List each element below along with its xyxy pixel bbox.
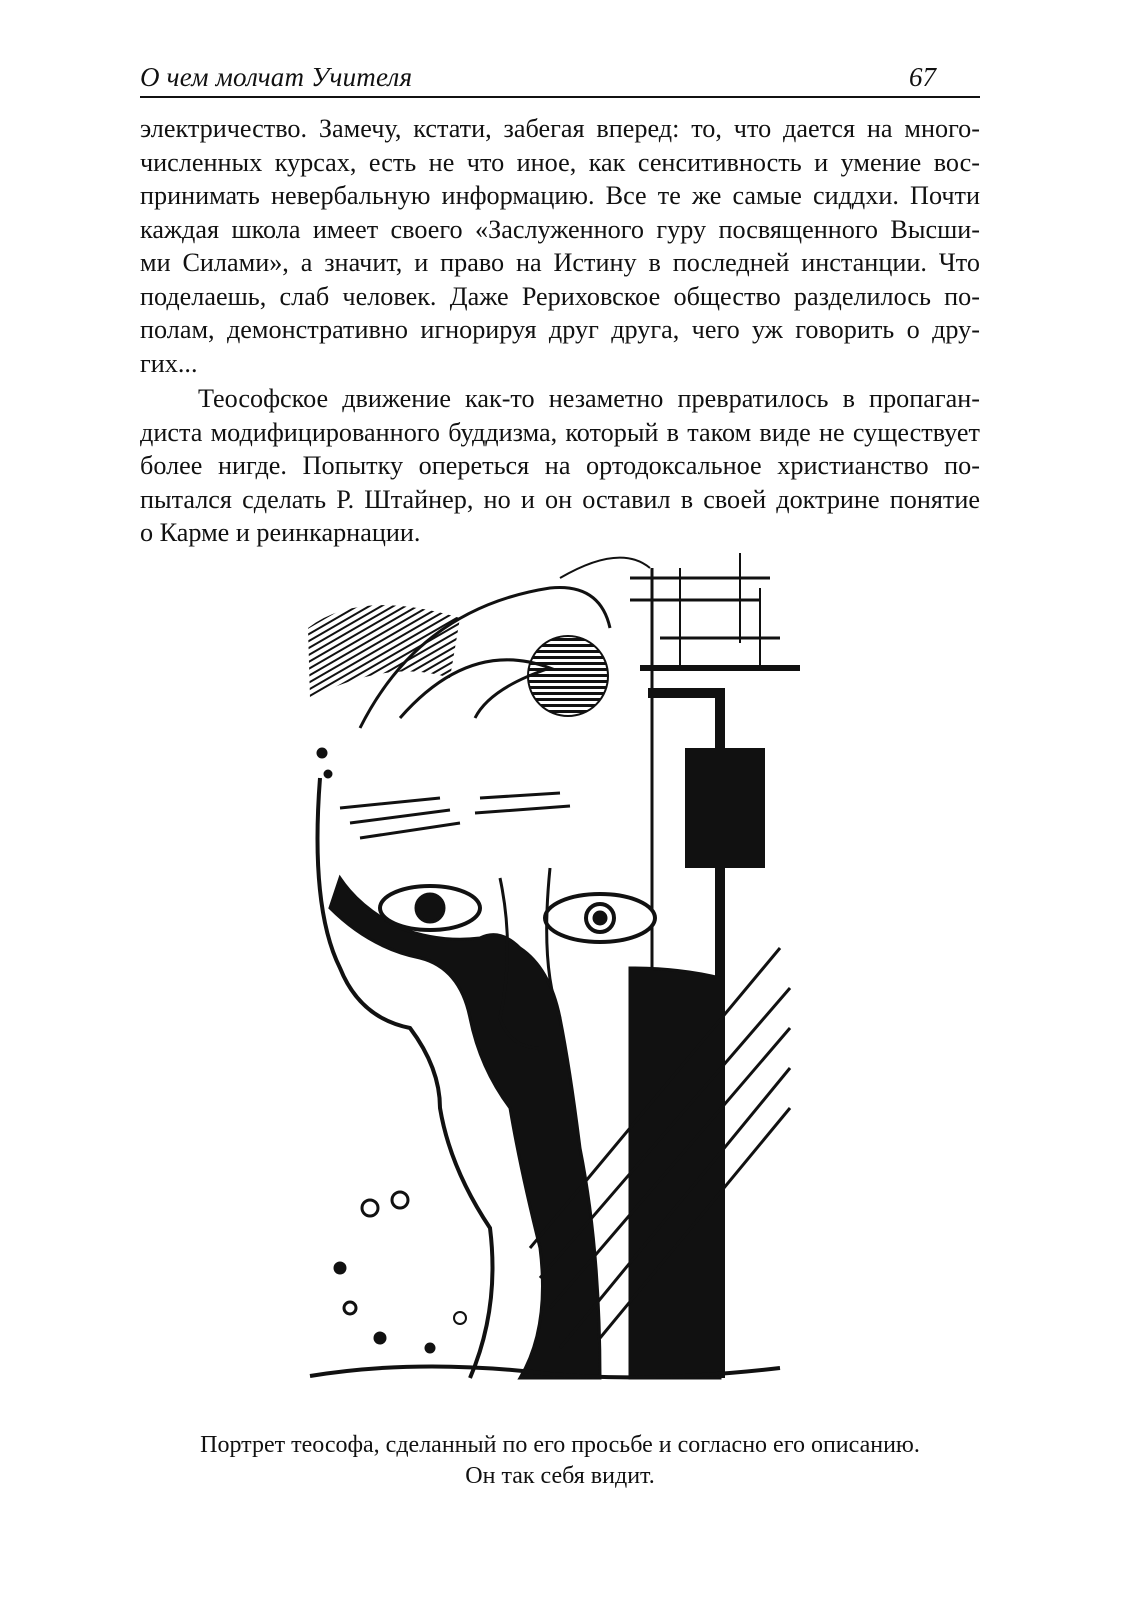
caption-line: Он так себя видит.	[465, 1463, 655, 1489]
text-line: численных курсах, есть не что иное, как сенситивность и умение вос-	[140, 147, 980, 177]
text-line: пытался сделать Р. Штайнер, но и он оставил в своей доктрине понятие	[140, 484, 980, 514]
figure-caption	[100, 1430, 1020, 1492]
running-header	[140, 58, 980, 98]
text-line: принимать невербальную информацию. Все те же самые сиддхи. Почти	[140, 181, 980, 210]
portrait-drawing	[300, 548, 800, 1390]
text-line: каждая школа имеет своего «Заслуженного гуру посвященного Высши-	[140, 214, 980, 244]
text-line: электричество. Замечу, кстати, забегая вперед: то, что дается на много-	[140, 114, 980, 143]
text-line: ми Силами», а значит, и право на Истину в последней инстанции. Что	[140, 248, 980, 277]
text-line: поделаешь, слаб человек. Даже Рериховское общество разделилось по-	[140, 281, 980, 311]
text-line: гих...	[140, 348, 198, 378]
text-line: полам, демонстративно игнорируя друг друга, чего уж говорить о дру-	[140, 315, 980, 344]
text-line: Теософское движение как-то незаметно превратилось в пропаган-	[198, 384, 980, 413]
text-line: более нигде. Попытку опереться на ортодоксальное христианство по-	[140, 451, 980, 480]
text-line: о Карме и реинкарнации.	[140, 518, 421, 547]
page-number: 67	[909, 62, 936, 92]
text-line: диста модифицированного буддизма, который в таком виде не существует	[140, 417, 980, 447]
caption-line: Портрет теософа, сделанный по его просьбе и согласно его описанию.	[200, 1432, 920, 1458]
running-title: О чем молчат Учителя	[140, 62, 413, 92]
body-text	[140, 112, 980, 550]
portrait-illustration	[300, 548, 800, 1390]
